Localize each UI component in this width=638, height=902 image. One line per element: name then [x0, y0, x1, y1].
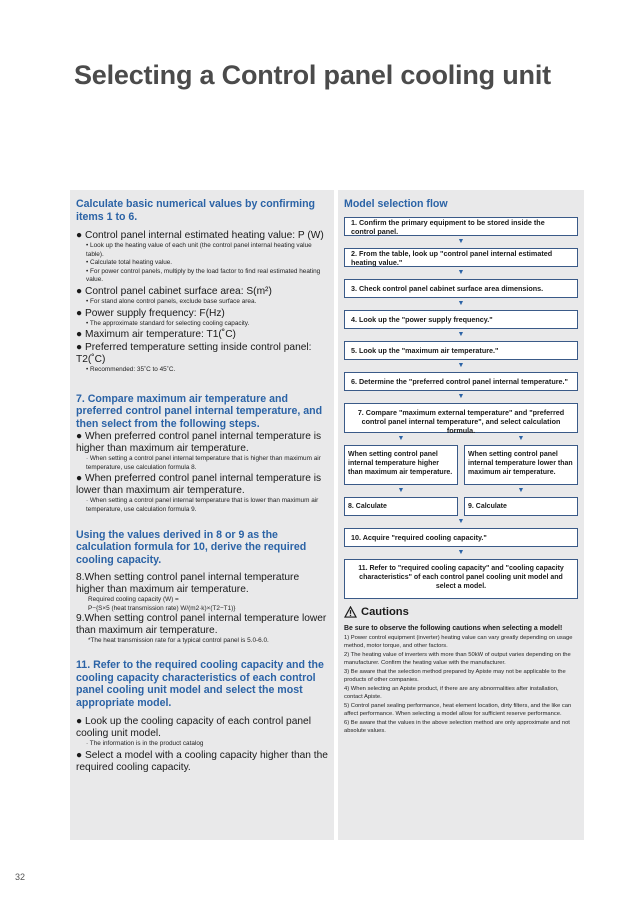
cautions-section	[344, 606, 578, 735]
item-preferred-temp: ● Preferred temperature setting inside control panel: T2(˚C)	[76, 342, 312, 366]
section-heading-step11: 11. Refer to the required cooling capacity and the cooling capacity characteristics of each control panel cooling unit model and select the most appropriate model.	[76, 659, 324, 709]
flow-arrow-icon: ▼	[457, 362, 465, 369]
section-heading-step7: 7. Compare maximum air temperature and preferred control panel internal temperature, and then select from the following steps.	[76, 392, 323, 430]
sub-note: • For power control panels, multiply by the load factor to find real estimated heating value.	[86, 267, 321, 284]
flow-branch-higher: When setting control panel internal temperature higher than maximum air temperature.	[344, 445, 458, 485]
caution-item: 4) When selecting an Apiste product, if there are any abnormalities after installation, contact Apiste.	[344, 686, 559, 700]
flow-calc-8: 8. Calculate	[344, 497, 458, 516]
flow-arrow-icon: ▼	[397, 435, 405, 442]
caution-item: 6) Be aware that the values in the above selection method are only approximate and not absolute values.	[344, 720, 570, 734]
caution-item: 2) The heating value of inverters with more than 50kW of output varies depending on the manufacturer. Confirm the heating value with the manufacturer.	[344, 652, 571, 666]
flow-branch-lower: When setting control panel internal temperature lower than maximum air temperature.	[464, 445, 578, 485]
flow-arrow-icon: ▼	[457, 238, 465, 245]
item-lower-case: ● When preferred control panel internal temperature is lower than maximum air temperature.	[76, 473, 322, 497]
sub-note: · When setting a control panel internal temperature that is higher than maximum air temperature, use calculation formula 8.	[86, 455, 321, 471]
caution-item: 3) Be aware that the selection method prepared by Apiste may not be applicable to the products of other companies.	[344, 669, 566, 683]
flow-arrow-icon: ▼	[397, 487, 405, 494]
section-heading-basic-values: Calculate basic numerical values by confirming items 1 to 6.	[76, 198, 316, 223]
flow-step-5: 5. Look up the "maximum air temperature."	[344, 341, 578, 360]
flow-arrow-icon: ▼	[517, 487, 525, 494]
flow-arrow-icon: ▼	[457, 300, 465, 307]
flow-step-7: 7. Compare "maximum external temperature" and "preferred control panel internal temperature", and select calculation formula.	[344, 403, 578, 433]
sub-note: · When setting a control panel internal temperature that is lower than maximum air temperature, use calculation formula 9.	[86, 497, 319, 514]
page-number: 32	[15, 872, 26, 882]
item-max-air-temp: ● Maximum air temperature: T1(˚C)	[76, 329, 236, 341]
flow-step-11: 11. Refer to "required cooling capacity" and "cooling capacity characteristics" of each control panel cooling unit model and select a model.	[344, 559, 578, 599]
formula-label: Required cooling capacity (W) =	[88, 596, 179, 604]
section-heading-derive: Using the values derived in 8 or 9 as the calculation formula for 10, derive the required cooling capacity.	[76, 528, 307, 566]
cautions-intro: Be sure to observe the following cautions when selecting a model!	[344, 625, 563, 632]
flow-arrow-icon: ▼	[457, 393, 465, 400]
item-higher-case: ● When preferred control panel internal temperature is higher than maximum air temperature.	[76, 431, 322, 455]
flow-arrow-icon: ▼	[457, 518, 465, 525]
warning-icon	[344, 606, 357, 618]
item-select-model: ● Select a model with a cooling capacity higher than the required cooling capacity.	[76, 749, 328, 773]
model-selection-panel	[338, 190, 584, 840]
item-heating-value: ● Control panel internal estimated heating value: P (W)	[76, 230, 324, 241]
flow-arrow-icon: ▼	[457, 549, 465, 556]
page-title: Selecting a Control panel cooling unit	[74, 60, 551, 90]
sub-note: • Recommended: 35˚C to 45˚C.	[86, 366, 176, 374]
flow-heading: Model selection flow	[344, 198, 448, 210]
sub-note: • The approximate standard for selecting cooling capacity.	[86, 319, 250, 327]
step-9: 9.When setting control panel internal temperature lower than maximum air temperature.	[76, 612, 327, 636]
flow-arrow-icon: ▼	[457, 269, 465, 276]
flow-step-3: 3. Check control panel cabinet surface area dimensions.	[344, 279, 578, 298]
sub-note: · The information is in the product catalog	[86, 740, 204, 748]
flow-arrow-icon: ▼	[457, 331, 465, 338]
cautions-title: Cautions	[344, 606, 578, 618]
heat-transmission-note: *The heat transmission rate for a typical control panel is 5.0-6.0.	[88, 636, 269, 644]
flow-calc-9: 9. Calculate	[464, 497, 578, 516]
caution-item: 5) Control panel sealing performance, heat element location, dirty filters, and the like can affect performance. When selecting a model allow for sufficient reserve performance.	[344, 703, 572, 717]
flow-step-2: 2. From the table, look up "control panel internal estimated heating value."	[344, 248, 578, 267]
calculation-panel	[70, 190, 334, 840]
sub-note: • Calculate total heating value.	[86, 259, 173, 267]
item-frequency: ● Power supply frequency: F(Hz)	[76, 307, 225, 319]
caution-item: 1) Power control equipment (inverter) heating value can vary greatly depending on usage method, motor torque, and other factors.	[344, 635, 573, 649]
flow-step-10: 10. Acquire "required cooling capacity."	[344, 528, 578, 547]
flow-arrow-icon: ▼	[517, 435, 525, 442]
flow-step-4: 4. Look up the "power supply frequency."	[344, 310, 578, 329]
item-surface-area: ● Control panel cabinet surface area: S(m²)	[76, 285, 272, 297]
flow-step-6: 6. Determine the "preferred control panel internal temperature."	[344, 372, 578, 391]
sub-note: • Look up the heating value of each unit (the control panel internal heating value table).	[86, 242, 312, 258]
step-8: 8.When setting control panel internal temperature higher than maximum air temperature.	[76, 572, 300, 596]
flow-step-1: 1. Confirm the primary equipment to be stored inside the control panel.	[344, 217, 578, 236]
formula: P−{S×5 (heat transmission rate) W/(m2·k)×(T2−T1)}	[88, 604, 236, 612]
sub-note: • For stand alone control panels, exclude base surface area.	[86, 297, 257, 305]
item-lookup-capacity: ● Look up the cooling capacity of each control panel cooling unit model.	[76, 716, 311, 740]
